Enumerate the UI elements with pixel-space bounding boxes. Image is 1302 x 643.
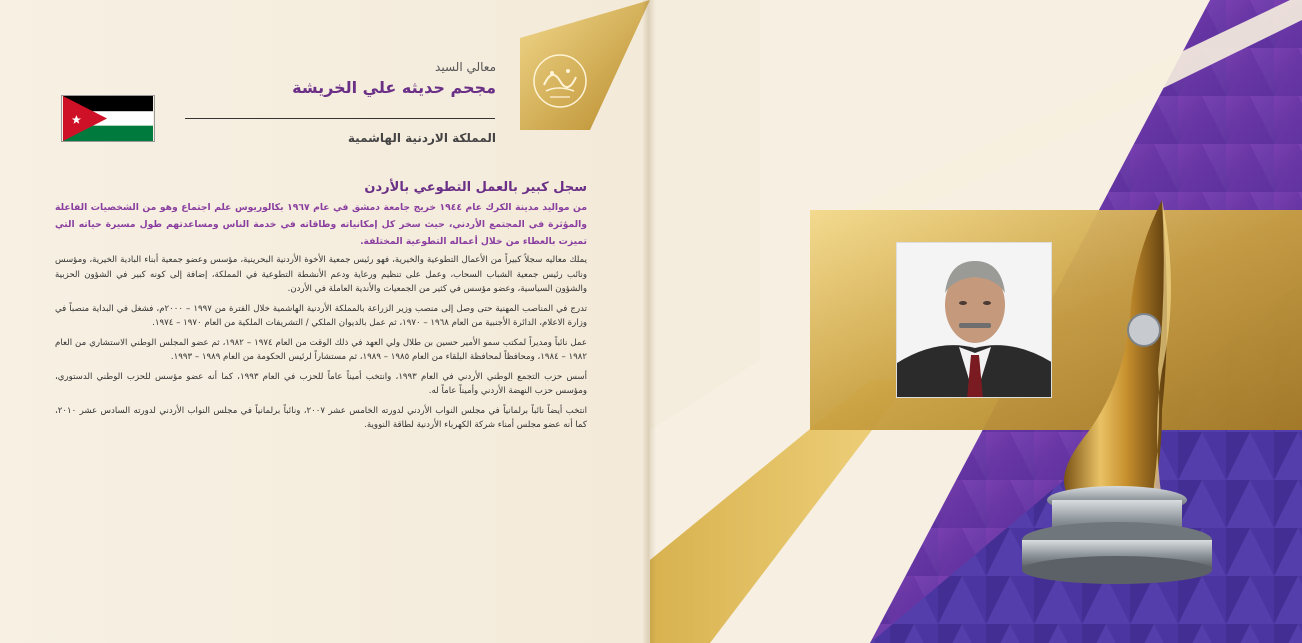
bio-paragraph: أسس حزب التجمع الوطني الأردني في العام ١٩٩٣، وانتخب أميناً عاماً للحزب في العام ١٩٩٣، كما أنه عضو مؤسس للحزب الوطني الدستوري، ومؤسس حزب النهضة الأردني وأميناً عاماً له. xyxy=(55,371,587,396)
bio-paragraph: انتخب أيضاً نائباً برلمانياً في مجلس النواب الأردني لدورته الخامس عشر ٢٠٠٧، ونائباً برلمانياً في مجلس النواب الأردني لدورته السادس عشر ٢٠١٠، كما أنه عضو مجلس أمناء شركة الكهرباء الأردنية لطاقة النووية. xyxy=(55,405,587,430)
bio-heading: سجل كبير بالعمل التطوعي بالأردن xyxy=(364,180,587,195)
name-divider xyxy=(185,118,495,119)
honorific-title: معالي السيد xyxy=(435,60,496,74)
gold-flame-trophy-icon xyxy=(1012,200,1228,590)
calligraphy-emblem-icon xyxy=(524,40,596,122)
person-name: مجحم حديثه علي الخريشة xyxy=(292,78,496,97)
bio-paragraph: يملك معاليه سجلاً كبيراً من الأعمال التطوعية والخيرية، فهو رئيس جمعية الأخوة الأردنية البحرينية، مؤسس وعضو جمعية أبناء البادية الخيرية، ومؤسس ونائب رئيس جمعية الشباب السحاب، وعمل على تنظيم ورعاية ودعم الأنشطة التطوعية في المملكة، إضافة إلى كونه كبير في الشؤون الحزبية والشؤون السياسية، وعضو مؤسس في كثير من الجمعيات والأندية العاملة في الأردن. xyxy=(55,255,587,294)
bio-lead-paragraph: من مواليد مدينة الكرك عام ١٩٤٤ خريج جامعة دمشق في عام ١٩٦٧ بكالوريوس علم اجتماع وهو من الشخصيات الفاعلة والمؤثرة في المجتمع الأردني، حيث سخر كل إمكانياته وطاقاته في خدمة الناس ومساعدتهم طول مسيرة حياته التي تميزت بالعطاء من خلال أعماله التطوعية المختلفة. xyxy=(55,202,588,247)
jordan-flag-icon xyxy=(61,95,155,142)
biography-section xyxy=(55,180,587,438)
bio-paragraph: تدرج في المناصب المهنية حتى وصل إلى منصب وزير الزراعة بالمملكة الأردنية الهاشمية خلال الفترة من ١٩٩٧ – ٢٠٠٠م، فشغل في البداية منصباً في وزارة الاعلام، الدائرة الأجنبية من العام ١٩٦٨ – ١٩٧٠، ثم عمل بالديوان الملكي / التشريفات الملكية من العام ١٩٧٠ – ١٩٧٤. xyxy=(55,303,587,328)
book-spine-shadow xyxy=(642,0,656,643)
country-name: المملكة الاردنية الهاشمية xyxy=(347,131,496,145)
bio-paragraph: عمل نائباً ومديراً لمكتب سمو الأمير حسين بن طلال ولي العهد في ذلك الوقت من العام ١٩٧٤ – ١٩٨٢، ثم عضو المجلس الوطني الاستشاري من العام ١٩٨٢ – ١٩٨٤، ومحافظاً لمحافظة البلقاء من العام ١٩٨٥ – ١٩٨٩، ثم مستشاراً لرئيس الحكومة من العام ١٩٨٩ – ١٩٩٣. xyxy=(55,337,587,362)
